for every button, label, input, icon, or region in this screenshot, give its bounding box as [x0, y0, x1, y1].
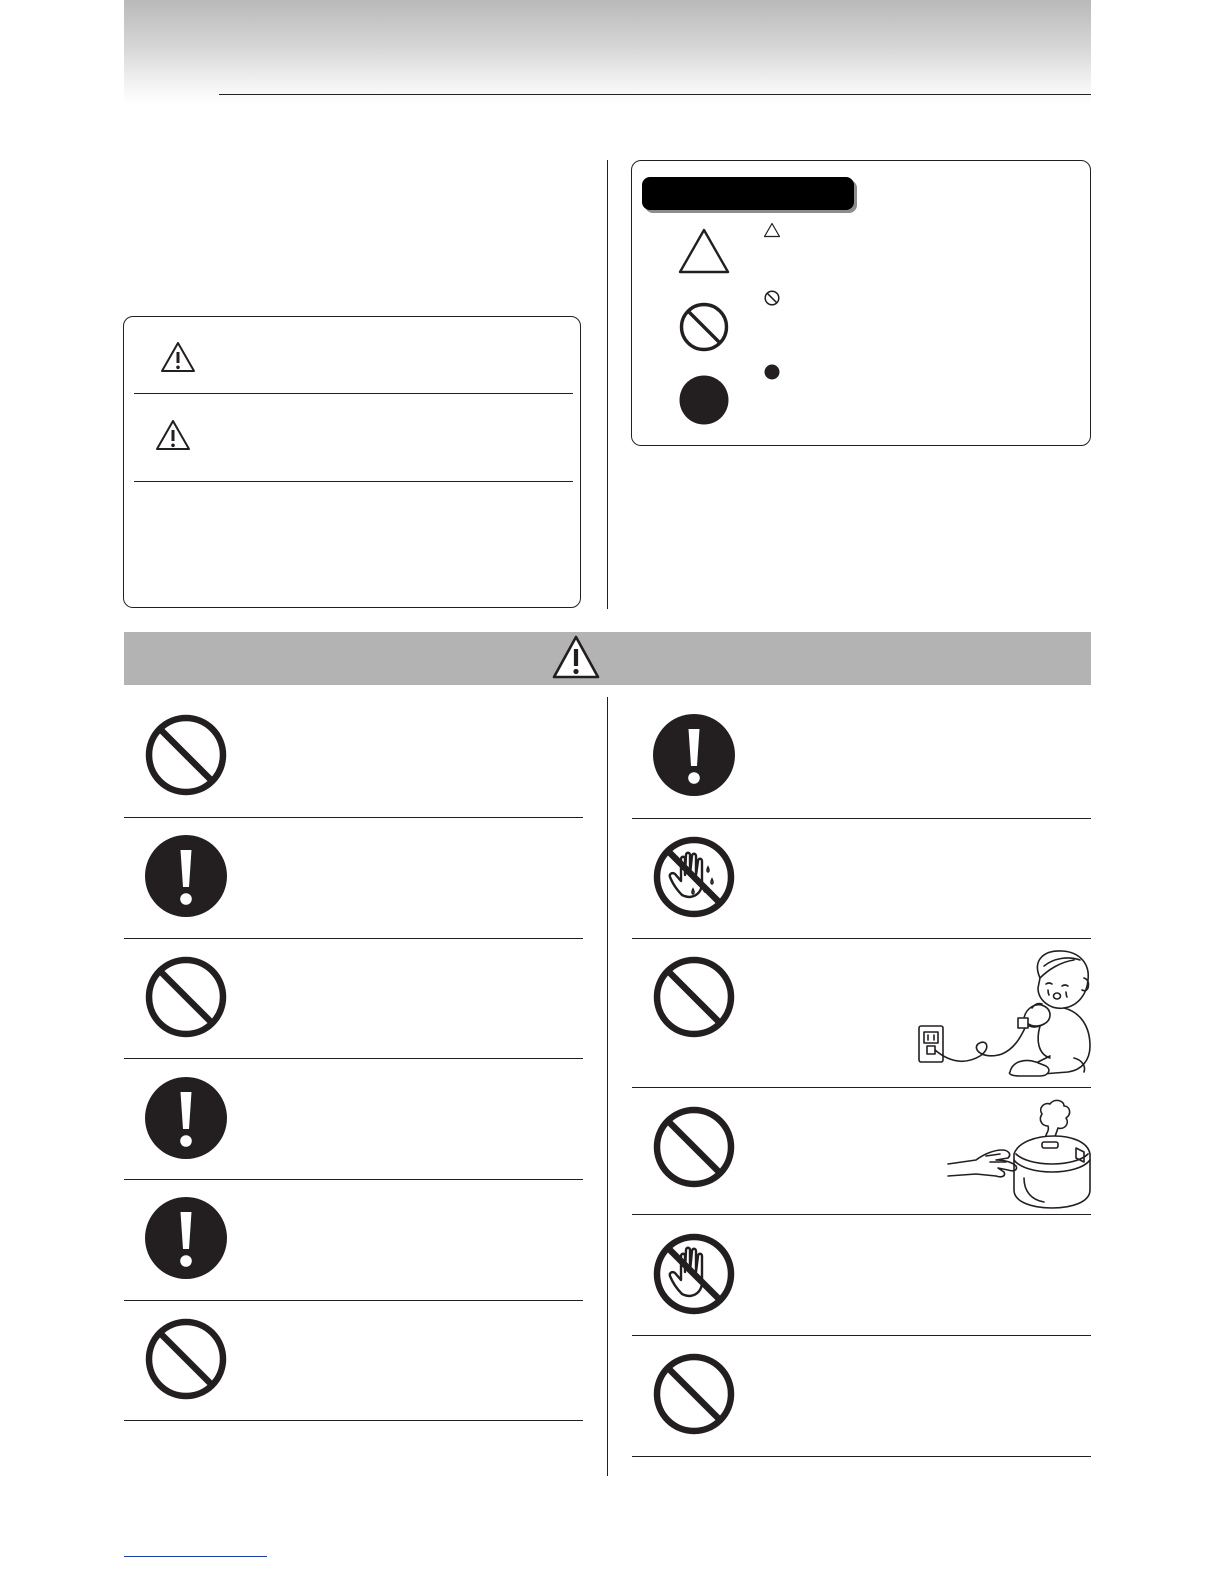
prohibition-icon: [652, 955, 736, 1039]
mandatory-action-icon: [144, 1076, 228, 1160]
row-rule: [124, 817, 583, 818]
row-rule: [632, 938, 1091, 939]
warning-banner: [124, 632, 1091, 685]
row-rule: [124, 1058, 583, 1059]
mandatory-action-icon: [144, 834, 228, 918]
no-wet-hands-icon: [652, 835, 736, 919]
child-with-plug-illustration: [914, 948, 1094, 1082]
prohibition-icon: [144, 713, 228, 797]
do-not-touch-icon: [652, 1232, 736, 1316]
signal-word-box: [123, 316, 581, 608]
prohibition-icon: [144, 1317, 228, 1401]
small-prohibition-icon: [763, 289, 781, 307]
mandatory-action-icon: [144, 1196, 228, 1280]
warnings-column-divider: [607, 697, 608, 1476]
symbol-legend-box: [631, 160, 1091, 446]
signal-box-rule: [134, 481, 573, 482]
small-mandatory-dot-icon: [763, 363, 781, 381]
warning-triangle-icon: [155, 419, 191, 451]
row-rule: [124, 1300, 583, 1301]
prohibition-icon: [652, 1352, 736, 1436]
row-rule: [632, 1214, 1091, 1215]
mandatory-dot-icon: [678, 374, 730, 426]
row-rule: [124, 1420, 583, 1421]
row-rule: [632, 1087, 1091, 1088]
header-rule: [219, 94, 1091, 95]
legend-title-bar: [642, 177, 854, 210]
prohibition-icon: [652, 1105, 736, 1189]
signal-box-rule: [134, 393, 573, 394]
top-column-divider: [607, 160, 608, 609]
prohibition-icon: [144, 955, 228, 1039]
mandatory-action-icon: [652, 713, 736, 797]
warning-triangle-icon: [551, 634, 601, 680]
triangle-outline-icon: [677, 227, 731, 275]
row-rule: [632, 818, 1091, 819]
prohibition-icon: [678, 301, 730, 353]
row-rule: [632, 1335, 1091, 1336]
row-rule: [632, 1456, 1091, 1457]
row-rule: [124, 938, 583, 939]
header-band: [124, 0, 1091, 104]
footer-link[interactable]: [124, 1556, 267, 1557]
row-rule: [124, 1179, 583, 1180]
hand-near-steam-vent-illustration: [946, 1098, 1094, 1212]
small-triangle-icon: [763, 222, 781, 238]
warning-triangle-icon: [160, 341, 196, 373]
